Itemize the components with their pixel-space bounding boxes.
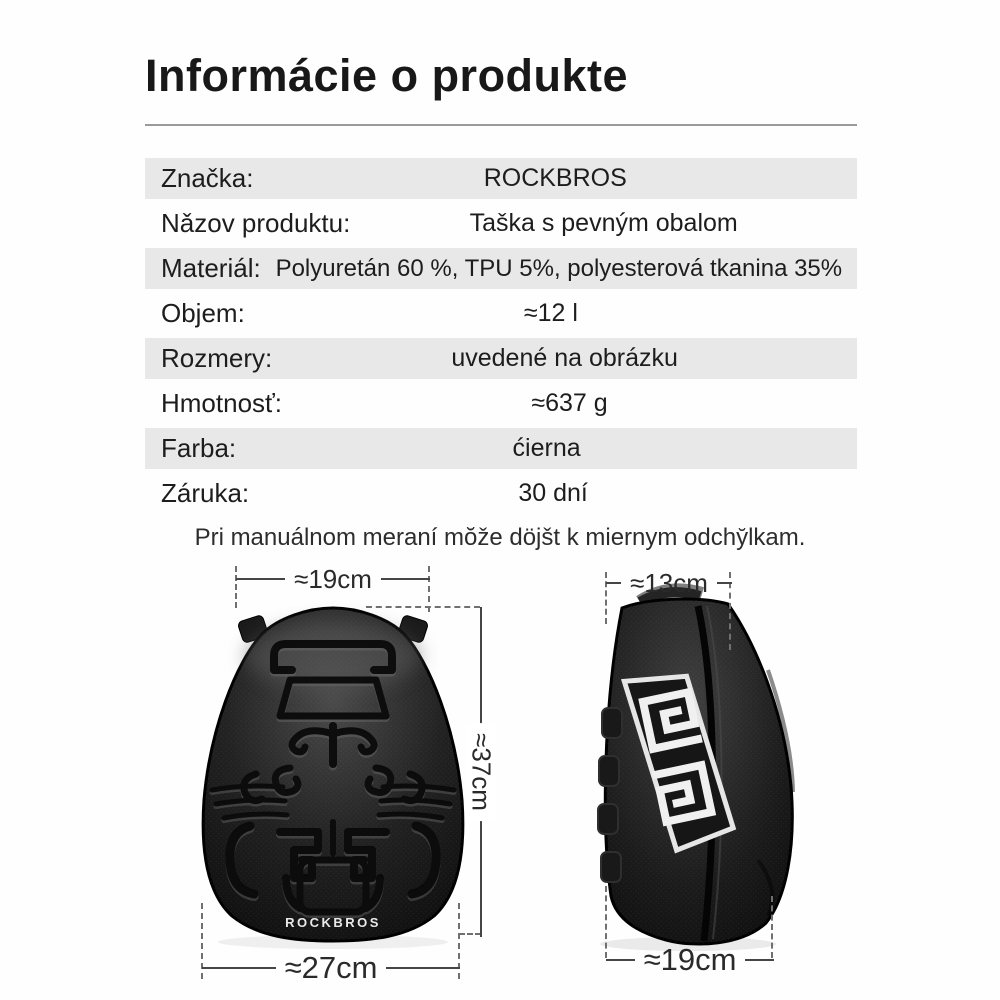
row-label: Hmotnosť: [161,388,283,418]
row-value: ≈12 l [523,299,578,327]
side-top-width-dimension [606,568,732,598]
row-label: Rozmery: [161,343,273,373]
row-value: Taška s pevným obalom [469,209,738,237]
row-value: ≈637 g [531,389,608,417]
product-images [140,560,900,1000]
dim-label: ≈19cm [294,563,372,594]
bag-brand-text: ROCKBROS [285,915,381,930]
row-label: Materiál: [161,253,261,283]
dim-label: ≈13cm [630,567,708,598]
row-label: Nǎzov produktu: [161,208,351,238]
side-bottom-width-dimension [606,942,774,978]
dim-label: ≈19cm [643,942,737,977]
front-bottom-width-dimension [202,950,460,986]
row-value: uvedené na obrázku [451,344,678,372]
row-value: ćierna [512,434,581,462]
front-height-dimension: ≈37cm [466,723,497,821]
row-label: Objem: [161,298,245,328]
page-title: Informácie o produkte [145,50,629,101]
row-value: Polyuretán 60 %, TPU 5%, polyesterová tkanina 35% [275,254,843,282]
dim-tick [366,606,480,608]
measurement-note: Pri manuálnom meraní mŏže döjšt k miernym odchy̆lkam. [194,524,806,551]
row-label: Značka: [161,163,254,193]
front-bag-image [203,608,463,941]
row-value: 30 dní [518,479,588,507]
front-top-width-dimension [236,564,430,594]
row-label: Záruka: [161,478,250,508]
dim-label: ≈27cm [284,950,378,985]
dim-tick [459,933,481,935]
row-value: ROCKBROS [483,164,627,192]
side-bag-image [598,590,793,944]
row-label: Farba: [161,433,237,463]
